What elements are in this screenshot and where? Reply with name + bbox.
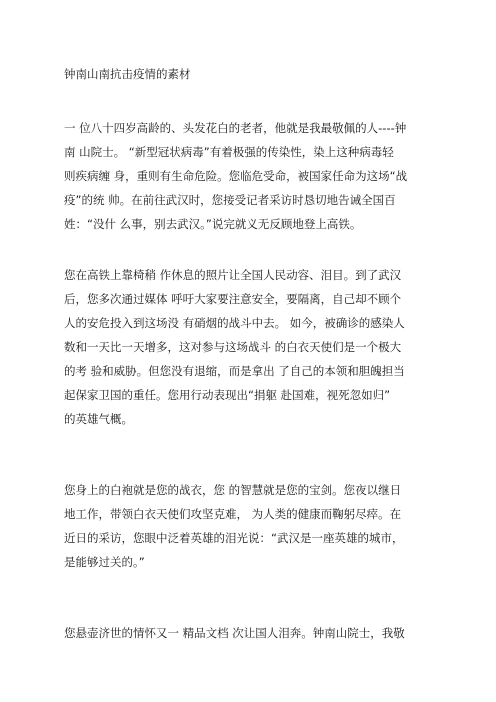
paragraph-1 (64, 116, 436, 236)
paragraph-line: 地工作，带领白衣天使们攻坚克难， 为人类的健康而鞠躬尽瘁。在 (64, 507, 402, 521)
paragraph-2 (64, 263, 436, 431)
paragraph-line: 您身上的白袍就是您的战衣，您 的智慧就是您的宝剑。您夜以继日 (64, 483, 402, 497)
paragraph-4 (64, 621, 436, 645)
paragraph-line: 后，您多次通过媒体 呼吁大家要注意安全，要隔离，自己却不顾个 (64, 292, 402, 306)
paragraph-line: 南 山院士。 “新型冠状病毒”有着极强的传染性，染上这种病毒轻 (64, 145, 394, 159)
paragraph-3 (64, 478, 436, 574)
paragraph-line: 人的安危投入到这场没 有硝烟的战斗中去。 如今，被确诊的感染人 (64, 316, 405, 330)
paragraph-line: 近日的采访，您眼中泛着英雄的泪光说：“武汉是一座英雄的城市， (64, 531, 404, 545)
paragraph-line: 的考 验和威胁。但您没有退缩，而是拿出 了自己的本领和胆魄担当 (64, 364, 405, 378)
paragraph-line: 的英雄气概。 (64, 412, 133, 426)
paragraph-line: 起保家卫国的重任。您用行动表现出“捐躯 赴国难，视死忽如归” (64, 388, 391, 402)
paragraph-line: 是能够过关的。” (64, 555, 145, 569)
document-title: 钟南山南抗击疫情的素材 (64, 67, 191, 81)
paragraph-line: 您悬壶济世的情怀又一 精品文档 次让国人泪奔。钟南山院士，我敬 (64, 626, 405, 640)
paragraph-line: 数和一天比一天增多，这对参与这场战斗 的白衣天使们是一个极大 (64, 340, 402, 354)
paragraph-line: 疫”的统 帅。在前往武汉时，您接受记者采访时恳切地告诫全国百 (64, 193, 396, 207)
paragraph-line: 一 位八十四岁高龄的、头发花白的老者，他就是我最敬佩的人----钟 (64, 121, 407, 135)
paragraph-line: 姓：“没什 么事，别去武汉。”说完就义无反顾地登上高铁。 (64, 217, 362, 231)
paragraph-line: 则疾病缠 身，重则有生命危险。您临危受命，被国家任命为这场“战 (64, 169, 408, 183)
paragraph-line: 您在高铁上靠椅稍 作休息的照片让全国人民动容、泪目。到了武汉 (64, 268, 402, 282)
